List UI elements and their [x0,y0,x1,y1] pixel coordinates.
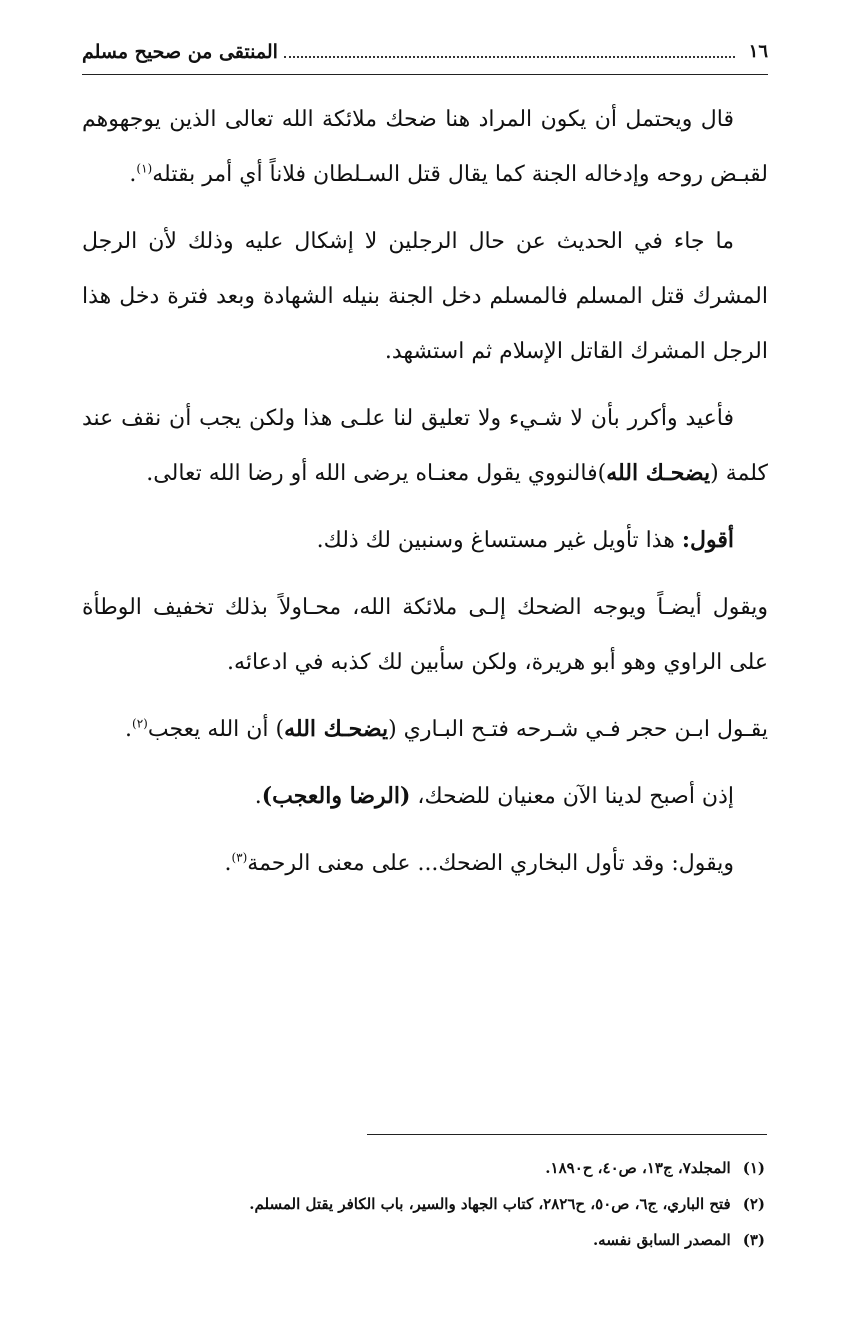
bold-phrase: يضحـك الله [284,716,389,742]
footnote-ref: (١) [136,161,153,176]
paragraph-6 [82,702,768,757]
paragraph-text: قال ويحتمل أن يكون المراد هنا ضحك ملائكة الله تعالى الذين يوجهوهم لقبـض روحه وإدخاله الجنة كما يقال قتل السـلطان فلاناً أي أمر بقتله [82,107,768,187]
paragraph-text: ما جاء في الحديث عن حال الرجلين لا إشكال عليه وذلك لأن الرجل المشرك قتل المسلم فالمسلم دخل الجنة بنيله الشهادة وبعد فترة دخل هذا الرجل المشرك القاتل الإسلام ثم استشهد. [82,229,768,364]
book-title: المنتقى من صحيح مسلم [82,41,278,63]
footnote-ref: (٢) [132,716,148,731]
paragraph-text: . [129,162,137,187]
header-dot-leader [284,55,735,58]
paragraph-8 [82,836,768,891]
header-rule [82,74,768,75]
paragraph-text: هذا تأويل غير مستساغ وسنبين لك ذلك. [316,528,682,553]
paragraph-text: ويقول: وقد تأول البخاري الضحك... على معنى الرحمة [247,851,734,876]
bold-phrase: (الرضا والعجب) [261,783,411,809]
paragraph-text: . [254,784,262,809]
paragraph-text: يقـول ابـن حجر فـي شـرحه فتـح البـاري ( [388,717,768,742]
paragraph-text: . [125,717,133,742]
paragraph-1 [82,92,768,202]
footnote-number: (١) [742,1159,765,1177]
footnote-text: المجلد٧، ج١٣، ص٤٠، ح١٨٩٠. [545,1159,731,1177]
paragraph-5 [82,580,768,690]
paragraph-text: ) أن الله يعجب [147,717,285,742]
bold-phrase: أقول: [681,527,734,553]
footnote-1 [89,1150,765,1186]
footnote-text: المصدر السابق نفسه. [592,1231,731,1249]
body-text [82,92,768,903]
footnote-separator [367,1134,767,1135]
paragraph-text: ويقول أيضـاً ويوجه الضحك إلـى ملائكة الله، محـاولاً بذلك تخفيف الوطأة على الراوي وهو أبو هريرة، ولكن سأبين لك كذبه في ادعائه. [82,595,768,675]
paragraph-text: )فالنووي يقول معنـاه يرضى الله أو رضا الله تعالى. [146,461,607,486]
footnote-ref: (٣) [231,850,248,865]
footnote-number: (٢) [742,1195,765,1213]
footnote-number: (٣) [742,1231,765,1249]
paragraph-7 [82,769,768,824]
paragraph-4 [82,513,768,568]
paragraph-3 [82,391,768,501]
paragraph-text: إذن أصبح لدينا الآن معنيان للضحك، [410,784,734,809]
paragraph-text: فأعيد وأكرر بأن لا شـيء ولا تعليق لنا علـى هذا ولكن يجب أن نقف عند كلمة ( [82,406,768,486]
footnote-text: فتح الباري، ج٦، ص٥٠، ح٢٨٢٦، كتاب الجهاد والسير، باب الكافر يقتل المسلم. [249,1195,731,1213]
footnote-3 [89,1222,765,1258]
bold-phrase: يضحـك الله [606,460,711,486]
paragraph-2 [82,214,768,379]
running-header [82,30,768,64]
footnotes [89,1150,765,1258]
page-number: ١٦ [748,41,768,62]
paragraph-text: . [224,851,232,876]
footnote-2 [89,1186,765,1222]
